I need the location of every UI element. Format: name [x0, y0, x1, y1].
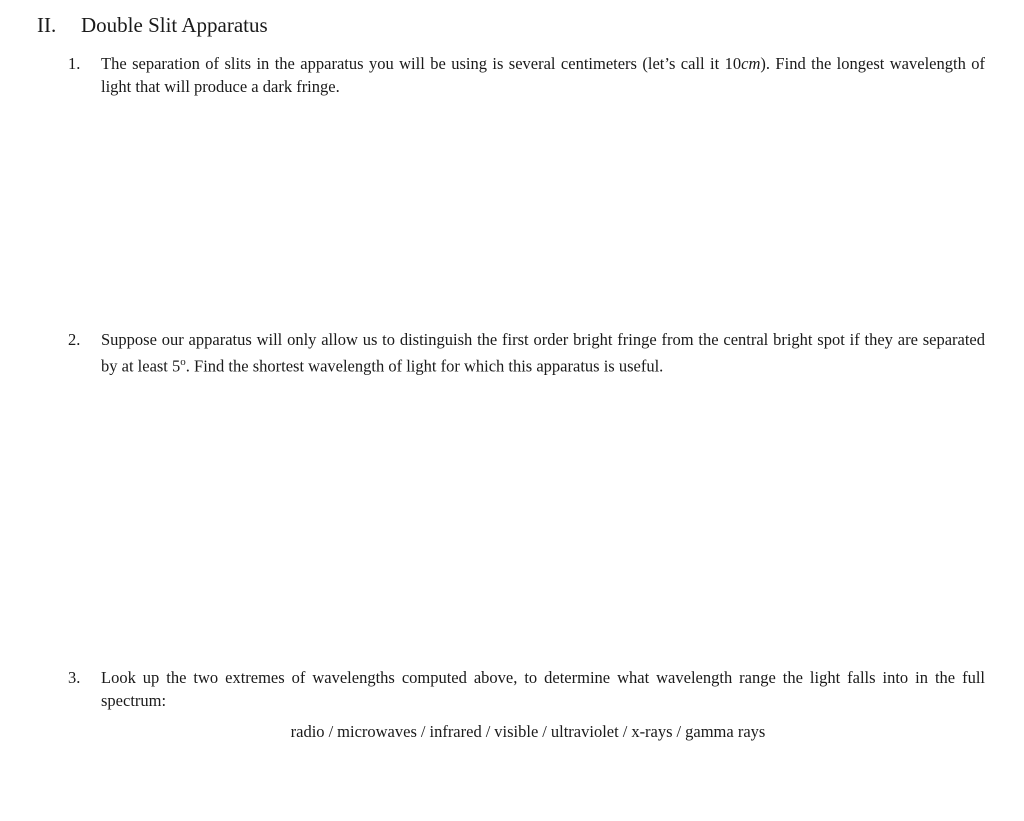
question-text: Look up the two extremes of wavelengths computed above, to determine what wavelength range the light falls into in the full spectrum:: [101, 668, 985, 710]
choice-visible[interactable]: visible: [494, 722, 539, 741]
section-heading: [37, 12, 268, 38]
question-text: [101, 328, 985, 378]
choice-separator: /: [676, 722, 682, 741]
question-1: [68, 52, 985, 98]
question-3: [68, 666, 985, 712]
question-number: 1.: [68, 54, 81, 73]
choice-gamma-rays[interactable]: gamma rays: [685, 722, 766, 741]
section-numeral: II.: [37, 13, 57, 37]
choice-x-rays[interactable]: x-rays: [631, 722, 673, 741]
choice-separator: /: [542, 722, 547, 741]
question-text-part: . Find the shortest wavelength of light for which this apparatus is useful.: [185, 356, 664, 376]
choice-radio[interactable]: radio: [290, 722, 325, 741]
question-number: 2.: [68, 330, 81, 349]
choice-separator: /: [420, 722, 426, 741]
question-text-part: The separation of slits in the apparatus you will be using is several centimeters (let’s call it 10: [101, 54, 742, 73]
choice-infrared[interactable]: infrared: [429, 722, 482, 741]
choice-microwaves[interactable]: microwaves: [337, 722, 417, 741]
question-text: [101, 52, 985, 98]
question-number: 3.: [68, 668, 81, 687]
question-text-part: ). Find the longest wavelength of light that will produce a dark fringe.: [101, 54, 985, 96]
choice-ultraviolet[interactable]: ultraviolet: [550, 722, 619, 741]
question-2: [68, 328, 985, 378]
choice-separator: /: [328, 722, 334, 741]
choice-separator: /: [485, 722, 491, 741]
degree-symbol: o: [180, 356, 186, 368]
unit-cm: cm: [741, 54, 761, 73]
choice-separator: /: [622, 722, 628, 741]
spectrum-choices: [0, 720, 1024, 743]
section-title: Double Slit Apparatus: [81, 13, 268, 37]
question-text-part: Suppose our apparatus will only allow us to distinguish the first order bright fringe from the central bright spot if they are separated by at least 5: [101, 330, 985, 376]
